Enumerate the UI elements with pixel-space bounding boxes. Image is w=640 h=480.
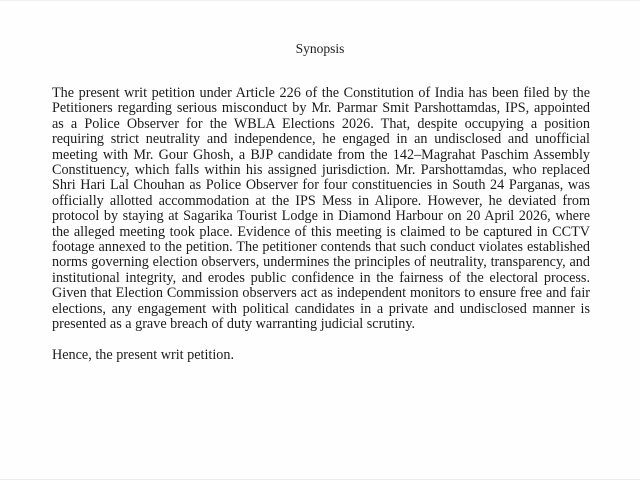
- document-title: Synopsis: [295, 41, 345, 56]
- closing-statement: Hence, the present writ petition.: [52, 346, 235, 363]
- document-body: [52, 86, 590, 363]
- synopsis-paragraph: The present writ petition under Article 226 of the Constitution of India has been filed by the Petitioners regarding serious misconduct by Mr. Parmar Smit Parshottamdas, IPS, appointed as a Police Observer for the WBLA Elections 2026. That, despite occupying a position requiring strict neutrality and independence, he engaged in an undisclosed and unofficial meeting with Mr. Gour Ghosh, a BJP candidate from the 142–Magrahat Paschim Assembly Constituency, which falls within his assigned jurisdiction. Mr. Parshottamdas, who replaced Shri Hari Lal Chouhan as Police Observer for four constituencies in South 24 Parganas, was officially allotted accommodation at the IPS Mess in Alipore. However, he deviated from protocol by staying at Sagarika Tourist Lodge in Diamond Harbour on 20 April 2026, where the alleged meeting took place. Evidence of this meeting is claimed to be captured in CCTV footage annexed to the petition. The petitioner contends that such conduct violates established norms governing election observers, undermines the principles of neutrality, transparency, and institutional integrity, and erodes public confidence in the fairness of the electoral process. Given that Election Commission observers act as independent monitors to ensure free and fair elections, any engagement with political candidates in a private and undisclosed manner is presented as a grave breach of duty warranting judicial scrutiny.: [52, 85, 590, 333]
